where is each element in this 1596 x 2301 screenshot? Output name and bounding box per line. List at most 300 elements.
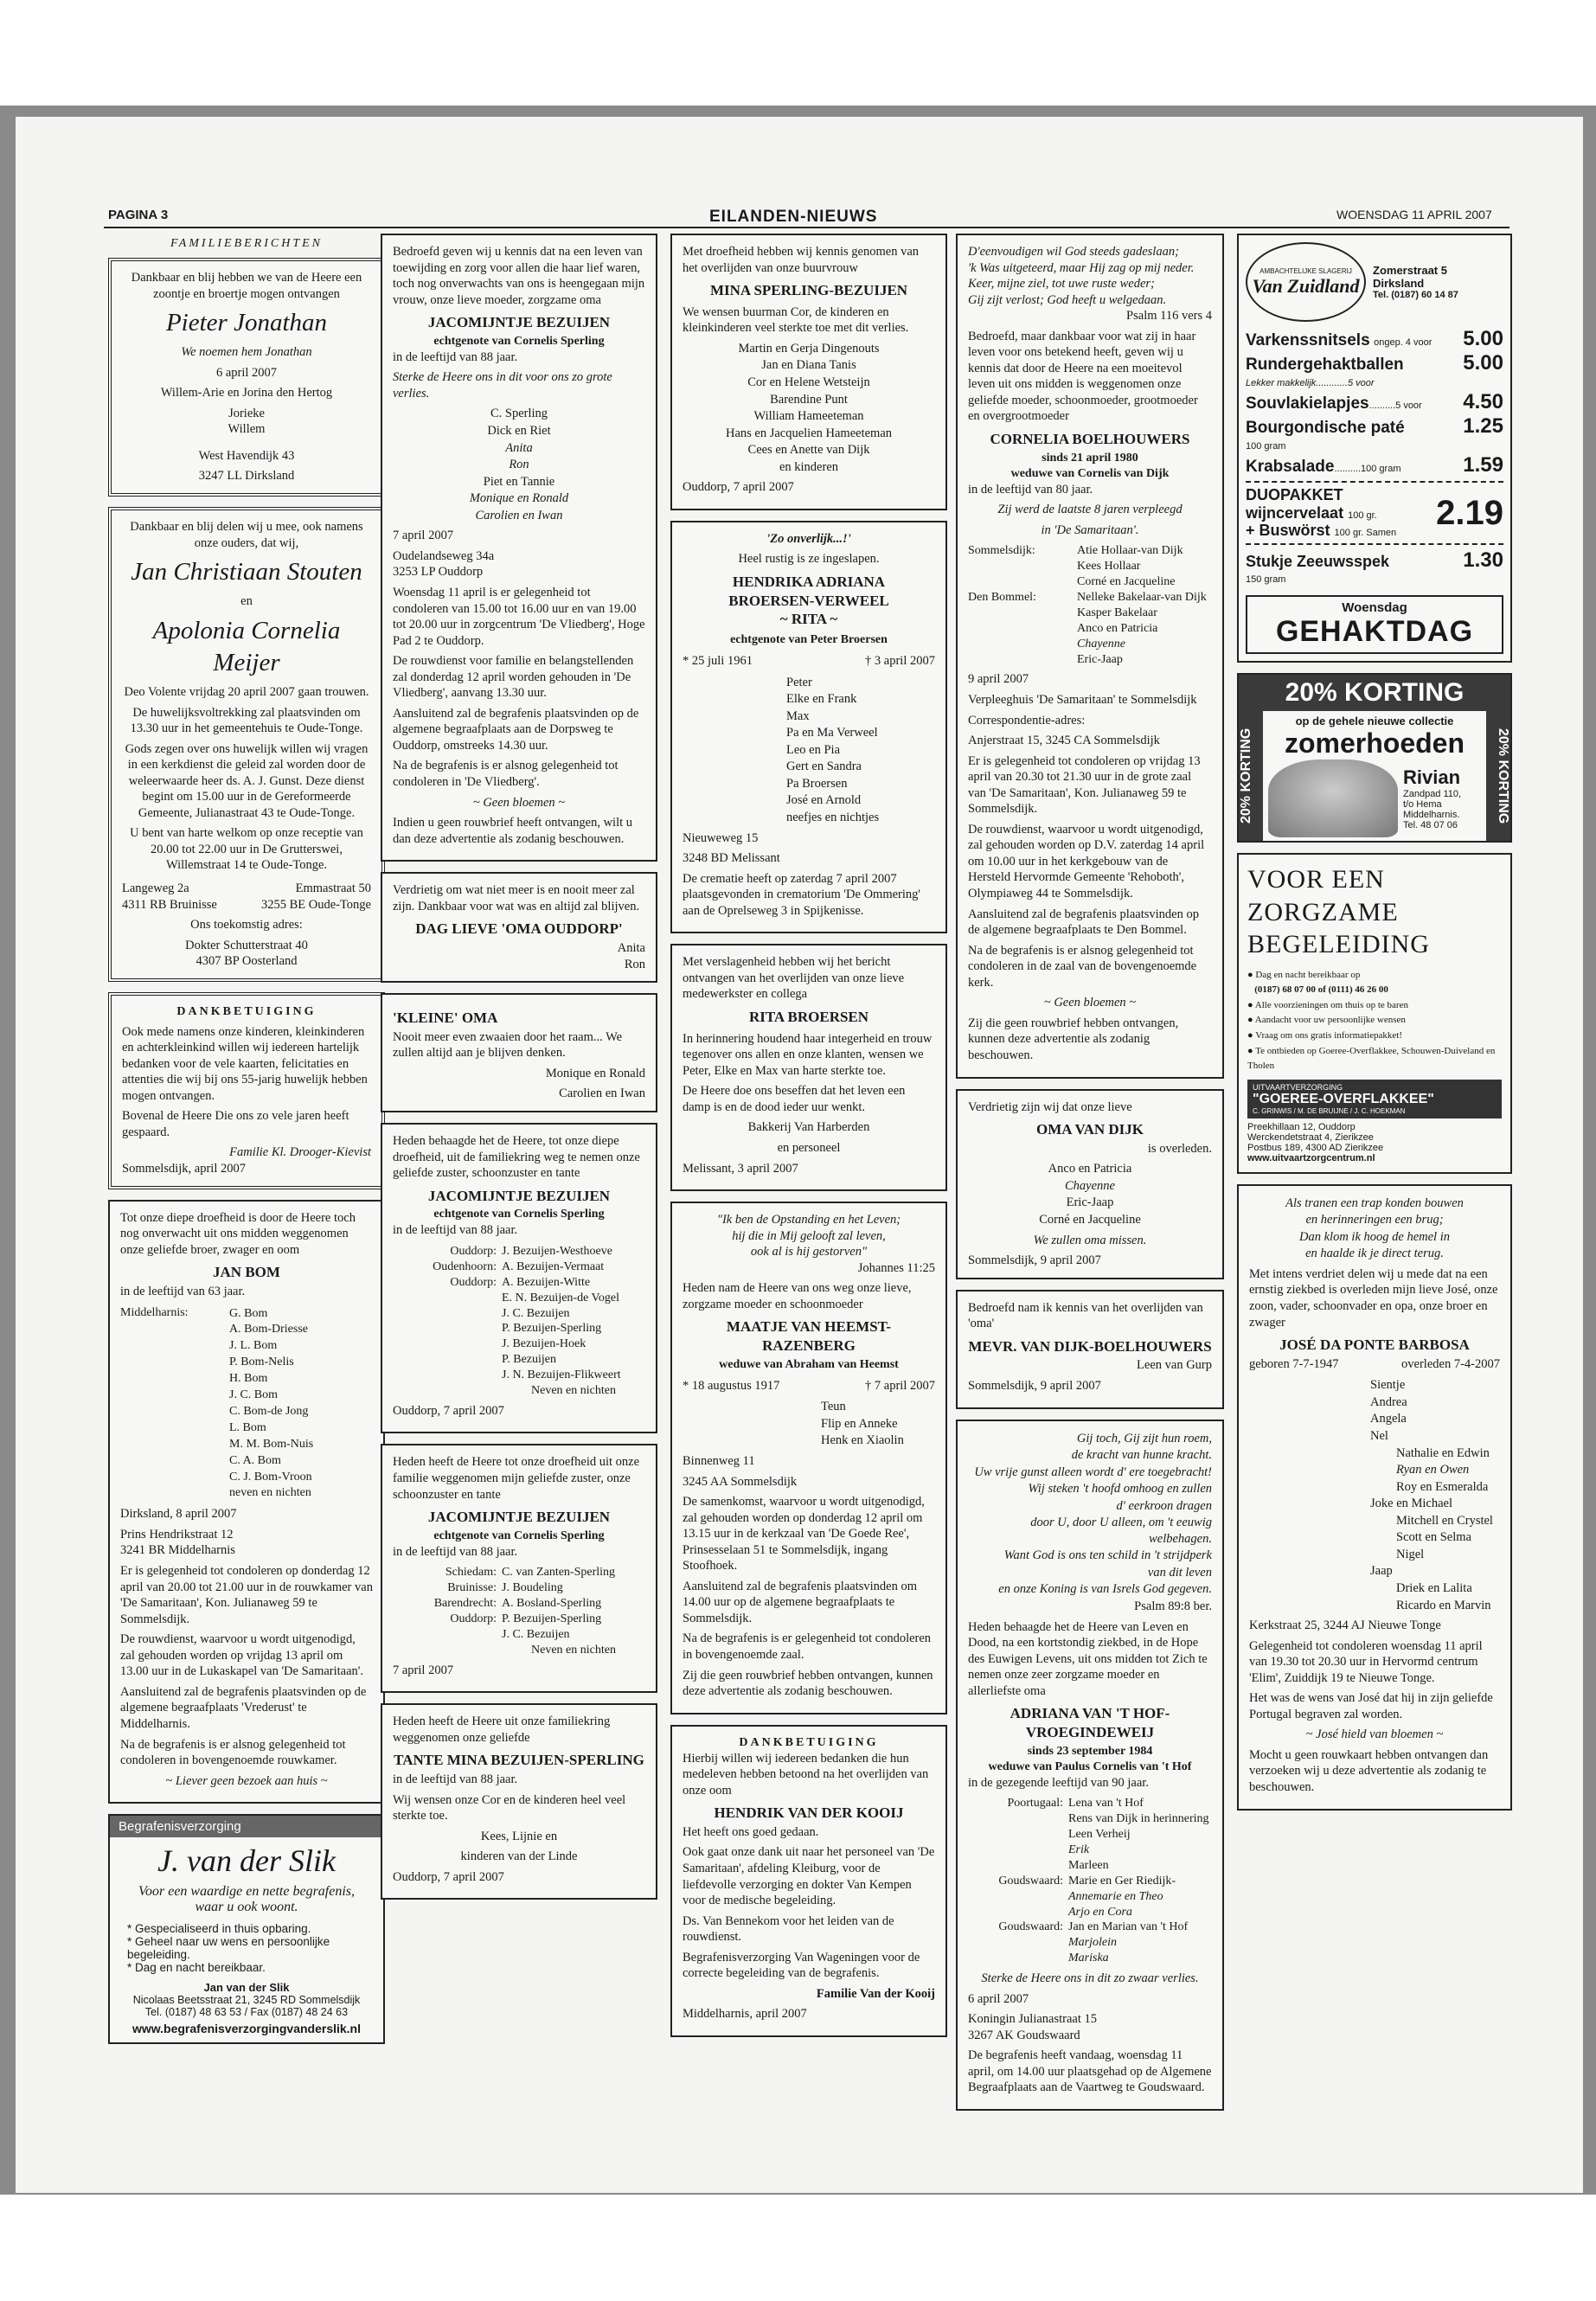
relative: Marleen <box>1068 1858 1109 1872</box>
address-line: Prins Hendrikstraat 12 <box>120 1527 234 1541</box>
intro-text: Heden heeft de Heere tot onze droefheid uit onze familie weggenomen mijn geliefde zuster, onze schoonzuster en tante <box>393 1455 640 1502</box>
relative: Elke en Frank <box>786 692 857 707</box>
column-3 <box>670 234 947 2048</box>
shop-name: Rivian <box>1403 766 1461 789</box>
relatives-list <box>229 1305 373 1503</box>
ad-website[interactable]: www.begrafenisverzorgingvanderslik.nl <box>132 2022 361 2036</box>
signature: Monique en Ronald <box>545 1066 645 1080</box>
relative: J. Boudeling <box>502 1581 563 1595</box>
address-line: Koningin Julianastraat 15 <box>968 2012 1098 2027</box>
ad-slogan: waar u ook woont. <box>195 1900 298 1915</box>
paragraph: Aansluitend zal de begrafenis plaatsvinden op de algemene begraafplaats 'Vrederust' te Middelharnis. <box>120 1684 367 1731</box>
relatives-table <box>393 1565 645 1657</box>
paragraph: Aansluitend zal de begrafenis plaatsvinden op de algemene begraafplaats aan de Dorpsweg te Ouddorp, omstreeks 14.30 uur. <box>393 706 639 753</box>
address-line: Werckendetstraat 4, Zierikzee <box>1247 1131 1374 1143</box>
page-number: PAGINA 3 <box>108 208 169 222</box>
place-label <box>968 1843 1063 1858</box>
place-label: Bruinisse: <box>447 1581 497 1595</box>
deceased-name: JACOMIJNTJE BEZUIJEN <box>427 1187 611 1204</box>
ad-bullet: ● Te ontbieden op Goeree-Overflakkee, Schouwen-Duiveland en Tholen <box>1247 1045 1496 1072</box>
paragraph: Heel rustig is ze ingeslapen. <box>738 552 880 567</box>
deceased-name: RITA BROERSEN <box>748 1008 869 1025</box>
ad-bullet: ● Alle voorzieningen om thuis op te baren <box>1247 999 1408 1010</box>
groom-name: Jan Christiaan Stouten <box>131 558 362 586</box>
ad-brand: J. van der Slik <box>157 1843 336 1879</box>
butcher-ad <box>1237 234 1512 663</box>
intro-text: Dankbaar en blij delen wij u mee, ook namens onze ouders, dat wij, <box>130 520 363 550</box>
relative: E. N. Bezuijen-de Vogel <box>502 1291 619 1304</box>
header-rule <box>104 227 1509 228</box>
relative: C. Bom-de Jong <box>229 1404 309 1418</box>
relative: Anco en Patricia <box>1077 621 1158 635</box>
place-label <box>968 637 1072 652</box>
obituary-jan-bom <box>108 1200 385 1804</box>
ad-slogan: Voor een waardige en nette begrafenis, <box>138 1884 356 1900</box>
obituary-boelhouwers <box>956 234 1224 1079</box>
relative: H. Bom <box>229 1372 268 1386</box>
ad-website[interactable]: www.uitvaartzorgcentrum.nl <box>1247 1152 1375 1163</box>
verse-line: d' eerkroon dragen <box>1116 1498 1212 1513</box>
price-item: Bourgondische paté 100 gram 1.25 <box>1246 414 1503 452</box>
deceased-name: JACOMIJNTJE BEZUIJEN <box>427 314 611 331</box>
address-line: Oudelandseweg 34a <box>393 548 495 563</box>
paragraph: Na de begrafenis is er alsnog gelegenheid tot condoleren in 'De Vliedberg'. <box>393 759 619 789</box>
age: in de leeftijd van 63 jaar. <box>120 1284 246 1298</box>
place-date: Sommelsdijk, 9 april 2007 <box>968 1253 1101 1268</box>
relative: M. M. Bom-Nuis <box>229 1437 314 1451</box>
poem <box>1249 1195 1500 1262</box>
place-label <box>968 1905 1063 1920</box>
funeral-care-ad <box>1237 853 1512 1174</box>
logo-text: AMBACHTELIJKE SLAGERIJ <box>1259 266 1352 275</box>
price-item: Rundergehaktballen Lekker makkelijk............5 voor 5.00 <box>1246 351 1503 388</box>
relative: Annemarie en Theo <box>1068 1889 1163 1903</box>
address-line: Binnenweg 11 <box>683 1453 755 1468</box>
paragraph: Nooit meer even zwaaien door het raam... We zullen altijd aan je blijven denken. <box>393 1029 623 1061</box>
age: in de leeftijd van 88 jaar. <box>393 349 518 364</box>
relative: A. Bezuijen-Vermaat <box>502 1259 605 1273</box>
address-line: Emmastraat 50 <box>295 881 371 896</box>
paragraph: Er is gelegenheid tot condoleren op vrijdag 13 april van 20.30 tot 21.30 uur in de grote zaal van 'De Samaritaan', Kon. Julianaweg 59 te Sommelsdijk. <box>968 753 1201 817</box>
deceased-name: RAZENBERG <box>762 1337 856 1355</box>
paragraph: Gods zegen over ons huwelijk willen wij vragen in een kerkdienst die geleid zal worden door de weleerwaarde heer ds. A. J. Gunst. Deze dienst begint om 15.00 uur in de Gereformeerde Gemeente, Julianastraat 43 te Oude-Tonge. <box>125 741 369 820</box>
relatives-list <box>968 1161 1212 1227</box>
relative: Kasper Bakelaar <box>1077 606 1157 619</box>
hat-shop-ad <box>1237 673 1512 843</box>
relative: Peter <box>786 675 812 689</box>
paragraph: Deo Volente vrijdag 20 april 2007 gaan trouwen. <box>124 685 369 699</box>
address-line: 4307 BP Oosterland <box>195 954 298 969</box>
section-title: FAMILIEBERICHTEN <box>170 237 324 250</box>
place-label <box>393 1291 497 1306</box>
relatives-table <box>393 1244 645 1399</box>
verse-line: Gij zijt verlost; God heeft u welgedaan. <box>968 292 1167 307</box>
obituary-da-ponte-barbosa <box>1237 1184 1512 1811</box>
sibling: Jorieke <box>228 406 265 420</box>
closing-note: ~ Geen bloemen ~ <box>472 795 566 810</box>
future-address-label: Ons toekomstig adres: <box>190 918 303 933</box>
notice-oma-ouddorp <box>381 872 657 983</box>
signature: Kees, Lijnie en <box>480 1829 558 1843</box>
address-line: Kerkstraat 25, 3244 AJ Nieuwe Tonge <box>1249 1618 1441 1633</box>
duo-pakket <box>1246 483 1503 545</box>
verse-line: Dan klom ik hoog de hemel in <box>1299 1229 1450 1244</box>
address-line: West Havendijk 43 <box>198 448 295 463</box>
paragraph: De Heere doe ons beseffen dat het leven een damp is en de dood ieder uur wenkt. <box>683 1084 906 1114</box>
ad-band <box>1247 1080 1502 1118</box>
paragraph: Ds. Van Bennekom voor het leiden van de rouwdienst. <box>683 1913 894 1945</box>
relative: Ricardo en Marvin <box>1396 1598 1491 1612</box>
deceased-name: MEVR. VAN DIJK-BOELHOUWERS <box>968 1337 1212 1355</box>
age: in de leeftijd van 88 jaar. <box>393 1772 518 1787</box>
verse-line: Als tranen een trap konden bouwen <box>1285 1195 1464 1210</box>
discount-side: 20% KORTING <box>1486 711 1510 841</box>
place-label <box>968 574 1072 590</box>
closing-note: ~ Liever geen bezoek aan huis ~ <box>165 1773 328 1788</box>
place-label: Sommelsdijk: <box>968 544 1035 558</box>
place-label <box>968 1827 1063 1843</box>
deceased-name: JAN BOM <box>213 1264 280 1281</box>
relative: Chayenne <box>1065 1178 1115 1193</box>
address-line: 3241 BR Middelharnis <box>120 1543 235 1558</box>
relative: Atie Hollaar-van Dijk <box>1077 544 1183 558</box>
relative: Jan en Diana Tanis <box>761 358 856 373</box>
widow-since: sinds 23 september 1984 <box>1027 1744 1153 1758</box>
ad-heading: Begrafenisverzorging <box>110 1816 383 1837</box>
place-label <box>968 621 1072 637</box>
ad-contact: Jan van der Slik <box>203 1981 290 1995</box>
relatives-list <box>1249 1377 1500 1613</box>
notice-leen-van-gurp <box>956 1290 1224 1409</box>
deceased-name: HENDRIKA ADRIANA <box>732 573 886 590</box>
relative: P. Bom-Nelis <box>229 1356 294 1369</box>
place-label: Goudswaard: <box>998 1874 1063 1888</box>
price-item: Krabsalade..........100 gram 1.59 <box>1246 453 1503 483</box>
pakket-title: DUOPAKKET <box>1246 486 1343 503</box>
relative: A. Bezuijen-Witte <box>502 1275 591 1289</box>
death-date: † 7 april 2007 <box>865 1378 935 1393</box>
relative: Anco en Patricia <box>1048 1162 1132 1176</box>
relative: J. L. Bom <box>229 1339 278 1353</box>
place-date: Melissant, 3 april 2007 <box>683 1161 798 1176</box>
paragraph: Na de begrafenis is er alsnog gelegenheid tot condoleren in bovengenoemde rouwkamer. <box>120 1737 346 1768</box>
ad-subtitle: op de gehele nieuwe collectie <box>1295 715 1454 728</box>
signature: Ron <box>624 957 645 971</box>
death-date: overleden 7-4-2007 <box>1401 1356 1500 1371</box>
place-label: Middelharnis: <box>120 1305 189 1319</box>
deceased-name: TANTE MINA BEZUIJEN-SPERLING <box>394 1752 644 1769</box>
relative: Scott en Selma <box>1396 1530 1471 1545</box>
place-date: Dirksland, 8 april 2007 <box>120 1507 237 1522</box>
sibling: Willem <box>228 422 266 437</box>
intro-text: Bedroefd, maar dankbaar voor wat zij in haar leven voor ons betekend heeft, geven wij u kennis dat door de Heere na een moeitevol leven uit ons midden is weggenomen onze geliefde moeder, schoonmoeder, grootmoeder en overgrootmoeder <box>968 329 1198 424</box>
obituary-bezuijen-siblings <box>381 1123 657 1433</box>
notice-title: DANKBETUIGING <box>739 1735 879 1749</box>
verse-line: Wij steken 't hoofd omhoog en zullen <box>1028 1482 1212 1497</box>
relative: Max <box>786 708 810 723</box>
verse-line: door U, door U alleen, om 't eeuwig welbehagen. <box>1030 1516 1212 1546</box>
paragraph: Er is gelegenheid tot condoleren op donderdag 12 april van 20.00 tot 21.00 uur in de rouwkamer van 'De Samaritaan', Kon. Julianaweg 59 te Sommelsdijk. <box>120 1564 373 1626</box>
relative: Flip en Anneke <box>821 1416 898 1431</box>
relative: A. Bosland-Sperling <box>502 1597 602 1611</box>
ad-phone: Tel. (0187) 48 63 53 / Fax (0187) 48 24 63 <box>144 2006 349 2019</box>
notice-oma-van-dijk <box>956 1089 1224 1279</box>
paragraph: Het was de wens van José dat hij in zijn geliefde Portugal begraven zal worden. <box>1249 1691 1493 1721</box>
relative: Mitchell en Crystel <box>1396 1513 1493 1528</box>
relative: Mariska <box>1068 1952 1109 1965</box>
note: Zij werd de laatste 8 jaren verpleegd <box>997 503 1183 517</box>
verse-line: ook al is hij gestorven" <box>750 1245 868 1259</box>
age: in de leeftijd van 80 jaar. <box>968 482 1093 497</box>
place-date: Ouddorp, 7 april 2007 <box>393 1869 504 1884</box>
relatives-list <box>683 675 935 826</box>
verse-line: en herinneringen een brug; <box>1305 1213 1444 1227</box>
ad-bullet: ● Vraag om ons gratis informatiepakket! <box>1247 1029 1402 1041</box>
place-label <box>393 1627 497 1643</box>
relative: Chayenne <box>1077 637 1125 651</box>
address-line: Anjerstraat 15, 3245 CA Sommelsdijk <box>968 734 1160 748</box>
relative: Martin en Gerja Dingenouts <box>738 341 880 356</box>
relative: J. C. Bom <box>229 1388 279 1402</box>
relative: Nelleke Bakelaar-van Dijk <box>1077 590 1207 604</box>
paragraph: Gelegenheid tot condoleren woensdag 11 april van 19.30 tot 20.30 uur in Hervormd centrum 'Elim', Zuiddijk 19 te Nieuwe Tonge. <box>1249 1638 1483 1685</box>
signature: Leen van Gurp <box>1137 1358 1212 1373</box>
relative: Cees en Anette van Dijk <box>747 443 870 458</box>
band-text: "GOEREE-OVERFLAKKEE" <box>1253 1091 1434 1106</box>
notice-name: 'KLEINE' OMA <box>393 1009 498 1027</box>
place-label <box>393 1643 497 1658</box>
thanks-van-der-kooij <box>670 1725 947 2037</box>
deceased-name: MINA SPERLING-BEZUIJEN <box>709 282 908 299</box>
paragraph: Bedroefd nam ik kennis van het overlijden van 'oma' <box>968 1300 1203 1331</box>
paragraph: is overleden. <box>1147 1141 1212 1156</box>
child-name: Pieter Jonathan <box>165 309 328 337</box>
called-text: We noemen hem Jonathan <box>181 345 312 360</box>
closing-note: ~ Geen bloemen ~ <box>1043 996 1137 1010</box>
signature: en personeel <box>777 1140 841 1155</box>
pakket-item: + Buswörst 100 gr. Samen <box>1246 522 1397 540</box>
spouse-line: echtgenote van Cornelis Sperling <box>433 334 605 348</box>
deceased-name: JOSÉ DA PONTE BARBOSA <box>1279 1336 1470 1354</box>
place-date: Sommelsdijk, 9 april 2007 <box>968 1379 1101 1394</box>
pakket-item: wijncervelaat 100 gr. <box>1246 503 1377 522</box>
relative: Corné en Jacqueline <box>1077 575 1176 589</box>
relative: Arjo en Cora <box>1068 1905 1132 1919</box>
paragraph: Ook gaat onze dank uit naar het personeel van 'De Samaritaan', afdeling Kleiburg, voor de liefdevolle verzorging en dokter Van Kempen voor de medische begeleiding. <box>683 1845 935 1908</box>
deceased-name: BROERSEN-VERWEEL <box>728 592 889 609</box>
paragraph: Ook mede namens onze kinderen, kleinkinderen en achterkleinkind willen wij iedereen hartelijk bedanken voor de vele kaarten, felicitaties en attenties die wij bij ons 55-jarig huwelijk hebben mogen ontvangen. <box>122 1024 368 1103</box>
relative: Pa en Ma Verweel <box>786 726 878 740</box>
column-1 <box>108 234 385 2054</box>
band-text: UITVAARTVERZORGING <box>1253 1082 1343 1092</box>
relatives-list <box>393 406 645 523</box>
relative: Angela <box>1370 1412 1407 1426</box>
birth-announcement <box>108 258 385 497</box>
address-line: 3255 BE Oude-Tonge <box>260 897 371 912</box>
relative: Gert en Sandra <box>786 760 862 774</box>
place-label <box>968 559 1072 574</box>
place-label <box>393 1321 497 1336</box>
relative: Teun <box>821 1400 846 1414</box>
ad-bullet: * Geheel naar uw wens en persoonlijke begeleiding. <box>127 1935 330 1962</box>
ad-bullet: * Dag en nacht bereikbaar. <box>127 1961 266 1975</box>
quote: 'Zo onverlijk...!' <box>766 531 851 546</box>
phone: Tel. (0187) 60 14 87 <box>1373 290 1458 300</box>
address-line: 4311 RB Bruinisse <box>122 897 217 912</box>
hat-photo <box>1268 760 1398 837</box>
intro-text: Tot onze diepe droefheid is door de Heere toch nog onverwacht uit ons midden weggenomen onze geliefde broer, zwager en oom <box>120 1210 356 1257</box>
notice-title: DANKBETUIGING <box>176 1004 317 1018</box>
paragraph: Na de begrafenis is er gelegenheid tot condoleren in bovengenoemde zaal. <box>683 1631 932 1662</box>
relative: Joke en Michael <box>1370 1497 1453 1511</box>
verse-reference: Johannes 11:25 <box>857 1260 935 1275</box>
obituary-broersen <box>670 521 947 933</box>
age: in de leeftijd van 88 jaar. <box>393 1544 518 1559</box>
deceased-name: MAATJE VAN HEEMST- <box>726 1318 892 1336</box>
address-line: 3245 AA Sommelsdijk <box>683 1474 798 1489</box>
place-label: Schiedam: <box>445 1566 497 1580</box>
relative: Marie en Ger Riedijk- <box>1068 1874 1176 1888</box>
verse-line: hij die in Mij gelooft zal leven, <box>732 1228 886 1243</box>
place-label <box>968 1951 1063 1966</box>
paragraph: In herinnering houdend haar integerheid en trouw tegenover ons allen en onze klanten, wensen we Peter, Elke en Max van harte sterkte toe. <box>683 1031 933 1078</box>
relative: Roy en Esmeralda <box>1396 1479 1489 1494</box>
relative: Rens van Dijk in herinnering <box>1068 1812 1209 1826</box>
relative: Dick en Riet <box>487 424 551 439</box>
thanks-notice <box>108 992 385 1189</box>
ad-bullet: ● Aandacht voor uw persoonlijke wensen <box>1247 1015 1406 1026</box>
intro-text: Heden behaagde het de Heere van Leven en Dood, na een kortstondig ziekbed, in de Hope des Euwigen Levens, uit ons midden tot Zich te nemen onze zeer zorgzame moeder en allerliefste oma <box>968 1619 1208 1698</box>
date: 7 april 2007 <box>393 529 454 543</box>
relative: Pa Broersen <box>786 776 848 791</box>
ad-title: BEGELEIDING <box>1247 930 1430 959</box>
deceased-name: ADRIANA VAN 'T HOF- <box>1010 1705 1170 1722</box>
deceased-nickname: ~ RITA ~ <box>779 611 838 628</box>
paragraph: Hierbij willen wij iedereen bedanken die hun medeleven hebben betoond na het overlijden van onze oom <box>683 1751 929 1798</box>
intro-text: Met verslagenheid hebben wij het bericht ontvangen van het overlijden van onze lieve medewerkster en collega <box>683 955 905 1002</box>
spouse-line: echtgenote van Cornelis Sperling <box>433 1208 605 1221</box>
paragraph: De rouwdienst, waarvoor u wordt uitgenodigd, zal gehouden worden op vrijdag 13 april om 13.00 uur in de Lukaskapel van 'De Samaritaan'. <box>120 1632 364 1679</box>
notice-name: DAG LIEVE 'OMA OUDDORP' <box>415 920 623 938</box>
notice-neighbours <box>670 234 947 510</box>
relative: C. van Zanten-Sperling <box>502 1566 616 1580</box>
day-label: Woensdag <box>1342 600 1407 616</box>
address-line: Verpleeghuis 'De Samaritaan' te Sommelsdijk <box>968 693 1197 708</box>
relative: Neven en nichten <box>531 1643 616 1657</box>
address-line: Dirksland <box>1373 277 1425 290</box>
address-line: Middelharnis. <box>1403 810 1460 821</box>
place-label <box>968 652 1072 668</box>
relative: C. Sperling <box>490 407 548 421</box>
relative: José en Arnold <box>786 793 862 808</box>
place-label: Poortugaal: <box>1007 1797 1063 1811</box>
relative: J. C. Bezuijen <box>502 1627 570 1641</box>
place-label <box>393 1383 497 1399</box>
relative: Kees Hollaar <box>1077 560 1141 574</box>
notice-colleagues <box>670 944 947 1191</box>
issue-date: WOENSDAG 11 APRIL 2007 <box>1336 208 1492 221</box>
relative: P. Bezuijen <box>502 1353 556 1367</box>
gehaktdag-label: GEHAKTDAG <box>1275 615 1474 649</box>
price-list <box>1246 327 1503 483</box>
relative: G. Bom <box>229 1306 268 1320</box>
intro-text: Bedroefd geven wij u kennis dat na een leven van toewijding en zorg voor allen die haar lief waren, toch nog onverwachts van ons is heengegaan mijn vrouw, onze lieve moeder, zorgzame oma <box>393 245 645 307</box>
address-line: 3247 LL Dirksland <box>198 469 295 484</box>
verse-line: Keer, mijne ziel, tot uwe ruste weder; <box>968 277 1155 292</box>
paragraph: De huwelijksvoltrekking zal plaatsvinden om 13.30 uur in het gemeentehuis te Oude-Tonge. <box>130 705 363 736</box>
paragraph: Zij die geen rouwbrief hebben ontvangen, kunnen deze advertentie als zodanig beschouwen. <box>683 1668 933 1699</box>
discount-banner: 20% KORTING <box>1239 675 1510 711</box>
paragraph: Verdrietig om wat niet meer is en nooit meer zal zijn. Dankbaar voor wat was en altijd zal blijven. <box>393 883 640 913</box>
intro-text: Met intens verdriet delen wij u mede dat na een ernstig ziekbed is overleden mijn lieve José, onze zoon, vader, schoonvader en opa, onze broer en zwager <box>1249 1266 1498 1330</box>
discount-side: 20% KORTING <box>1239 711 1263 841</box>
obituary-van-t-hof <box>956 1420 1224 2111</box>
address-line: Nieuweweg 15 <box>683 830 759 845</box>
signature: kinderen van der Linde <box>460 1849 578 1864</box>
verse-line: en haalde ik je direct terug. <box>1305 1247 1444 1261</box>
relative: A. Bom-Driesse <box>229 1323 308 1336</box>
relative: Henk en Xiaolin <box>821 1433 904 1448</box>
date: 9 april 2007 <box>968 672 1029 687</box>
parents: Willem-Arie en Jorina den Hertog <box>160 386 333 401</box>
relative: Neven en nichten <box>531 1384 616 1398</box>
relative: J. Bezuijen-Westhoeve <box>502 1244 612 1258</box>
phone: Tel. 48 07 06 <box>1403 820 1458 831</box>
verse-reference: Psalm 89:8 ber. <box>1134 1599 1212 1614</box>
date: 6 april 2007 <box>968 1991 1029 2006</box>
verse-line: "Ik ben de Opstanding en het Leven; <box>716 1213 901 1227</box>
deceased-name: CORNELIA BOELHOUWERS <box>990 431 1190 448</box>
paragraph: Bovenal de Heere Die ons zo vele jaren heeft gespaard. <box>122 1109 349 1139</box>
closing-note: ~ José hield van bloemen ~ <box>1305 1727 1444 1742</box>
paragraph: Indien u geen rouwbrief heeft ontvangen, wilt u dan deze advertentie als zodanig beschouwen. <box>393 816 633 846</box>
relative: L. Bom <box>229 1420 266 1434</box>
relative: Jaap <box>1370 1564 1393 1579</box>
note: in 'De Samaritaan'. <box>1041 522 1139 537</box>
address-line: Zomerstraat 5 <box>1373 264 1447 277</box>
age: in de gezegende leeftijd van 90 jaar. <box>968 1775 1149 1790</box>
ad-title: zomerhoeden <box>1284 727 1465 760</box>
relatives-table <box>968 1796 1212 1966</box>
ad-bullet: ● Dag en nacht bereikbaar op (0187) 68 07 00 of (0111) 46 26 00 <box>1247 969 1388 996</box>
gehaktdag-banner <box>1246 595 1503 654</box>
relatives-list <box>683 1399 935 1449</box>
relative: J. N. Bezuijen-Flikweert <box>502 1368 621 1382</box>
address-line: 3253 LP Ouddorp <box>393 565 484 580</box>
verse-line: 'k Was uitgeteerd, maar Hij zag op mij neder. <box>968 260 1195 275</box>
ad-bullet: * Gespecialiseerd in thuis opbaring. <box>127 1922 311 1936</box>
place-label <box>393 1306 497 1322</box>
relative: J. Bezuijen-Hoek <box>502 1337 586 1351</box>
relative: Nigel <box>1396 1547 1425 1561</box>
place-label <box>968 1935 1063 1951</box>
price-item: Souvlakielapjes..........5 voor 4.50 <box>1246 390 1503 413</box>
verse-line: en onze Koning is van Isrels God gegeven. <box>998 1582 1212 1597</box>
note: We zullen oma missen. <box>1033 1233 1147 1247</box>
notice-kleine-oma <box>381 993 657 1112</box>
place-label: Ouddorp: <box>450 1244 497 1258</box>
death-date: † 3 april 2007 <box>865 654 935 669</box>
ad-address: Nicolaas Beetsstraat 21, 3245 RD Sommelsdijk <box>132 1994 361 2007</box>
intro-text: Heden nam de Heere van ons weg onze lieve, zorgzame moeder en schoonmoeder <box>683 1281 912 1311</box>
paragraph: Zij die geen rouwbrief hebben ontvangen, kunnen deze advertentie als zodanig beschouwen. <box>968 1016 1179 1062</box>
verse-line: Want God is ons ten schild in 't strijdperk <box>1003 1548 1212 1563</box>
deceased-name: OMA VAN DIJK <box>1035 1121 1144 1138</box>
relative: Cor en Helene Wetsteijn <box>747 375 870 390</box>
correspondence-label: Correspondentie-adres: <box>968 713 1086 727</box>
relative: Leo en Pia <box>786 742 841 757</box>
place-label: Den Bommel: <box>968 590 1036 604</box>
